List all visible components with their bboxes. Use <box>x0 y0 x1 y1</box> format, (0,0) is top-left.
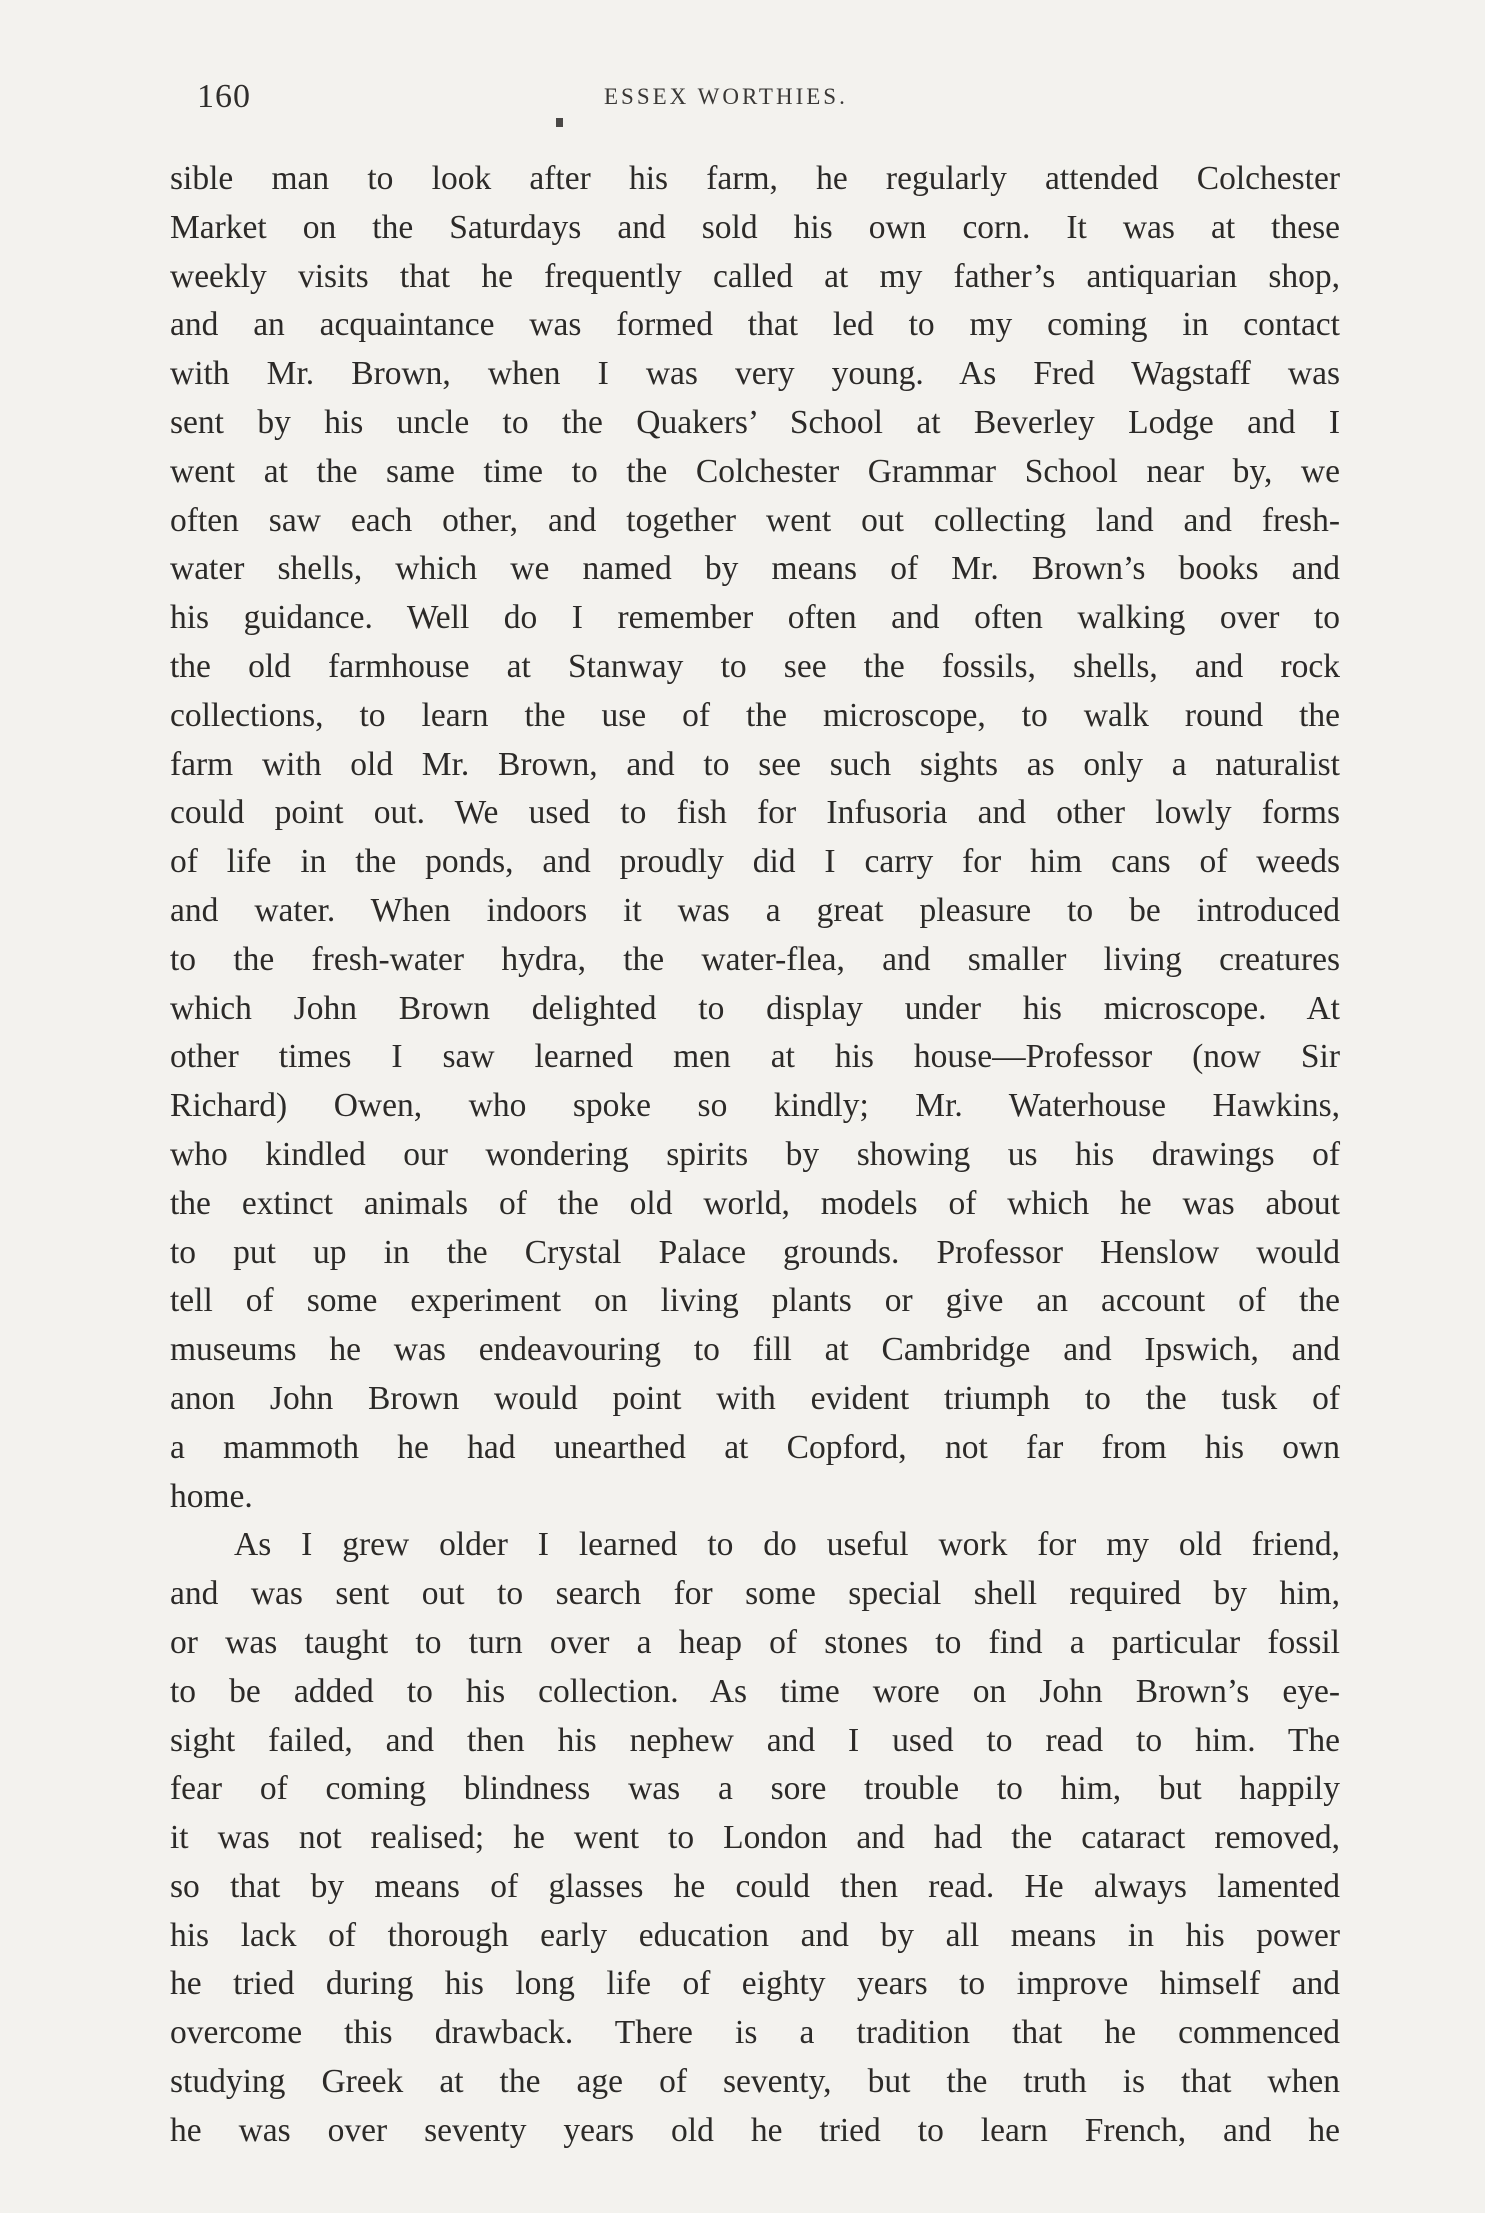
text-line: to be added to his collection. As time wore on John Brown’s eye- <box>170 1672 1340 1710</box>
text-line: museums he was endeavouring to fill at Cambridge and Ipswich, and <box>170 1331 1340 1369</box>
text-line: it was not realised; he went to London and had the cataract removed, <box>170 1819 1340 1857</box>
text-line: his lack of thorough early education and by all means in his power <box>170 1916 1340 1954</box>
text-line: home. <box>170 1477 253 1515</box>
text-line: of life in the ponds, and proudly did I carry for him cans of weeds <box>170 843 1340 881</box>
text-line: Richard) Owen, who spoke so kindly; Mr. Waterhouse Hawkins, <box>170 1087 1340 1125</box>
text-line: farm with old Mr. Brown, and to see such sights as only a naturalist <box>170 745 1340 783</box>
page-number: 160 <box>197 78 251 115</box>
text-line: anon John Brown would point with evident triumph to the tusk of <box>170 1379 1340 1417</box>
text-line: sible man to look after his farm, he regularly attended Colchester <box>170 160 1340 197</box>
text-line: he was over seventy years old he tried to learn French, and he <box>170 2111 1340 2149</box>
text-line: overcome this drawback. There is a tradition that he commenced <box>170 2014 1340 2052</box>
text-line: collections, to learn the use of the microscope, to walk round the <box>170 696 1340 734</box>
text-line: a mammoth he had unearthed at Copford, not far from his own <box>170 1428 1340 1466</box>
text-line: weekly visits that he frequently called at my father’s antiquarian shop, <box>170 257 1340 295</box>
text-line: other times I saw learned men at his house—Professor (now Sir <box>170 1038 1340 1076</box>
text-line: who kindled our wondering spirits by showing us his drawings of <box>170 1135 1340 1173</box>
text-line: sent by his uncle to the Quakers’ School at Beverley Lodge and I <box>170 403 1340 441</box>
running-head: ESSEX WORTHIES. <box>604 84 848 109</box>
paragraph-1 <box>170 155 1340 1521</box>
text-line: As I grew older I learned to do useful work for my old friend, <box>234 1526 1340 1564</box>
text-line: studying Greek at the age of seventy, but the truth is that when <box>170 2063 1340 2101</box>
text-line: could point out. We used to fish for Infusoria and other lowly forms <box>170 794 1340 832</box>
text-line: or was taught to turn over a heap of stones to find a particular fossil <box>170 1623 1340 1661</box>
text-line: sight failed, and then his nephew and I used to read to him. The <box>170 1721 1340 1759</box>
paragraph-2 <box>170 1521 1340 2155</box>
text-line: Market on the Saturdays and sold his own corn. It was at these <box>170 208 1340 246</box>
text-line: went at the same time to the Colchester Grammar School near by, we <box>170 452 1340 490</box>
text-line: often saw each other, and together went out collecting land and fresh- <box>170 501 1340 539</box>
text-line: water shells, which we named by means of Mr. Brown’s books and <box>170 550 1340 588</box>
text-line: and an acquaintance was formed that led to my coming in contact <box>170 306 1340 344</box>
print-mark <box>556 118 563 127</box>
text-line: he tried during his long life of eighty years to improve himself and <box>170 1965 1340 2003</box>
text-line: his guidance. Well do I remember often and often walking over to <box>170 599 1340 637</box>
text-line: fear of coming blindness was a sore trouble to him, but happily <box>170 1770 1340 1808</box>
text-line: to put up in the Crystal Palace grounds. Professor Henslow would <box>170 1233 1340 1271</box>
text-line: so that by means of glasses he could then read. He always lamented <box>170 1867 1340 1905</box>
text-line: and was sent out to search for some special shell required by him, <box>170 1575 1340 1613</box>
text-line: which John Brown delighted to display under his microscope. At <box>170 989 1340 1027</box>
text-line: and water. When indoors it was a great pleasure to be introduced <box>170 891 1340 929</box>
text-line: to the fresh-water hydra, the water-flea, and smaller living creatures <box>170 940 1340 978</box>
text-line: with Mr. Brown, when I was very young. As Fred Wagstaff was <box>170 355 1340 393</box>
text-line: the old farmhouse at Stanway to see the fossils, shells, and rock <box>170 647 1340 685</box>
text-line: tell of some experiment on living plants or give an account of the <box>170 1282 1340 1320</box>
body-text <box>170 155 1340 2156</box>
text-line: the extinct animals of the old world, models of which he was about <box>170 1184 1340 1222</box>
